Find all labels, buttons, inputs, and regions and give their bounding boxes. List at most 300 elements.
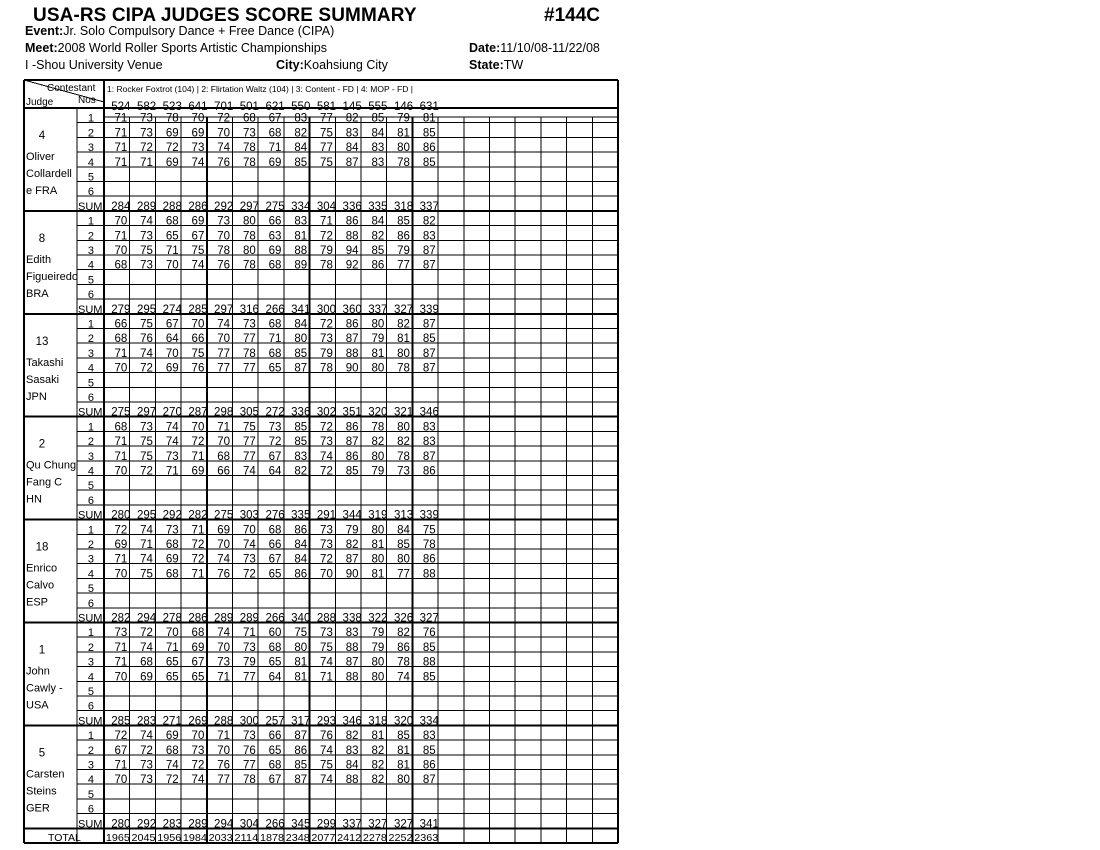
score-cell: 72 xyxy=(165,142,179,155)
sum-cell: 297 xyxy=(214,303,234,316)
sum-label: SUM xyxy=(78,509,103,522)
score-cell: 60 xyxy=(268,627,282,640)
contestant-number: 701 xyxy=(214,101,234,113)
score-cell: 78 xyxy=(242,259,256,272)
score-cell: 80 xyxy=(242,245,256,257)
score-cell: 71 xyxy=(242,627,256,640)
score-cell: 81 xyxy=(294,230,308,243)
event-value: Jr. Solo Compulsory Dance + Free Dance (CIPA) xyxy=(63,24,335,38)
score-cell: 71 xyxy=(217,671,231,684)
score-cell: 69 xyxy=(191,641,205,654)
row-number: 6 xyxy=(87,597,94,610)
score-cell: 78 xyxy=(397,156,410,169)
sum-cell: 297 xyxy=(239,200,259,213)
score-cell: 72 xyxy=(140,627,153,640)
score-cell: 71 xyxy=(191,568,205,581)
judge-name-line: Edith xyxy=(26,253,52,266)
score-cell: 67 xyxy=(165,318,179,331)
score-cell: 81 xyxy=(371,347,385,360)
score-cell: 77 xyxy=(242,759,256,772)
row-number: 2 xyxy=(87,230,94,243)
sum-cell: 275 xyxy=(111,406,131,419)
score-cell: 77 xyxy=(242,436,256,449)
score-cell: 85 xyxy=(422,127,436,140)
score-cell: 84 xyxy=(294,553,308,566)
sum-label: SUM xyxy=(78,612,103,625)
score-cell: 82 xyxy=(371,436,385,449)
score-cell: 74 xyxy=(191,774,205,787)
row-number: 6 xyxy=(87,700,94,713)
total-cell: 2412 xyxy=(337,832,362,844)
judge-name-line: Oliver xyxy=(26,151,55,163)
score-cell: 88 xyxy=(345,641,359,654)
score-cell: 72 xyxy=(242,568,256,581)
score-cell: 90 xyxy=(345,362,359,375)
score-cell: 68 xyxy=(165,568,179,581)
sum-cell: 339 xyxy=(419,303,439,316)
score-cell: 79 xyxy=(320,347,333,360)
score-cell: 77 xyxy=(397,568,410,581)
sum-cell: 293 xyxy=(316,715,337,728)
score-cell: 77 xyxy=(217,362,231,375)
score-cell: 70 xyxy=(320,568,333,581)
contestant-number: 501 xyxy=(239,101,259,113)
score-cell: 86 xyxy=(422,553,436,566)
row-number: 1 xyxy=(87,627,94,640)
sum-cell: 286 xyxy=(188,200,208,213)
score-cell: 70 xyxy=(165,347,179,360)
score-cell: 78 xyxy=(165,112,179,125)
score-cell: 68 xyxy=(268,641,282,654)
sum-cell: 327 xyxy=(393,303,414,316)
date-label: Date xyxy=(469,41,497,55)
score-cell: 66 xyxy=(268,539,282,551)
score-cell: 71 xyxy=(114,759,128,772)
score-cell: 83 xyxy=(345,744,359,757)
score-cell: 81 xyxy=(371,568,385,581)
row-number: 5 xyxy=(87,686,94,698)
score-cell: 70 xyxy=(191,318,205,331)
date-line: Date:11/10/08-11/22/08 xyxy=(469,41,600,55)
score-cell: 87 xyxy=(422,362,436,375)
score-cell: 88 xyxy=(345,230,359,243)
score-cell: 76 xyxy=(422,627,436,640)
row-number: 6 xyxy=(87,392,94,404)
score-cell: 71 xyxy=(191,450,205,463)
score-cell: 81 xyxy=(294,656,308,669)
contestant-label: Contestant xyxy=(47,83,96,94)
row-number: 3 xyxy=(87,759,94,772)
score-cell: 70 xyxy=(114,215,128,228)
sum-cell: 292 xyxy=(214,200,234,213)
sum-cell: 320 xyxy=(393,715,414,728)
score-cell: 70 xyxy=(191,421,205,434)
score-cell: 73 xyxy=(242,553,256,566)
score-cell: 64 xyxy=(268,465,282,478)
sum-cell: 289 xyxy=(188,818,208,831)
score-cell: 75 xyxy=(140,436,153,449)
score-cell: 71 xyxy=(165,465,179,478)
score-cell: 84 xyxy=(294,539,308,551)
row-number: 3 xyxy=(87,347,94,360)
score-cell: 84 xyxy=(345,759,359,772)
score-cell: 82 xyxy=(371,744,385,757)
sum-cell: 286 xyxy=(188,612,208,625)
score-cell: 73 xyxy=(140,127,153,140)
judge-name-line: ESP xyxy=(26,596,49,609)
score-cell: 85 xyxy=(371,245,385,257)
score-cell: 86 xyxy=(345,318,359,331)
score-cell: 73 xyxy=(320,524,333,537)
score-cell: 83 xyxy=(345,127,359,140)
sum-cell: 289 xyxy=(214,612,234,625)
score-cell: 77 xyxy=(242,333,256,346)
score-cell: 69 xyxy=(165,156,179,169)
score-cell: 73 xyxy=(140,774,153,787)
score-cell: 79 xyxy=(371,465,385,478)
judge-number: 13 xyxy=(35,335,49,348)
score-cell: 77 xyxy=(320,142,333,155)
score-cell: 72 xyxy=(191,553,205,566)
score-cell: 70 xyxy=(165,259,179,272)
sum-cell: 289 xyxy=(239,612,259,625)
row-number: 2 xyxy=(87,539,94,551)
score-cell: 75 xyxy=(140,568,153,581)
sum-cell: 292 xyxy=(136,818,157,831)
score-cell: 68 xyxy=(114,259,128,272)
sum-cell: 304 xyxy=(239,818,259,831)
judge-number: 5 xyxy=(38,747,46,760)
score-cell: 70 xyxy=(191,730,205,743)
sum-cell: 304 xyxy=(316,200,337,213)
sum-cell: 303 xyxy=(239,509,259,522)
score-cell: 81 xyxy=(422,112,436,125)
city-line: City:Koahsiung City xyxy=(276,58,388,72)
score-cell: 70 xyxy=(114,362,128,375)
score-cell: 74 xyxy=(217,142,231,155)
score-cell: 73 xyxy=(242,127,256,140)
score-cell: 86 xyxy=(294,524,308,537)
sum-cell: 318 xyxy=(393,200,414,213)
score-cell: 77 xyxy=(242,362,256,375)
score-cell: 87 xyxy=(422,450,436,463)
score-cell: 82 xyxy=(371,230,385,243)
score-cell: 75 xyxy=(294,627,308,640)
score-cell: 67 xyxy=(268,774,282,787)
score-cell: 78 xyxy=(397,450,410,463)
score-cell: 80 xyxy=(294,333,308,346)
contestant-number: 146 xyxy=(393,101,414,113)
sum-cell: 346 xyxy=(342,715,362,728)
sum-cell: 285 xyxy=(188,303,208,316)
score-cell: 67 xyxy=(268,553,282,566)
score-cell: 73 xyxy=(320,627,333,640)
score-cell: 74 xyxy=(242,465,256,478)
score-cell: 67 xyxy=(114,744,128,757)
score-cell: 73 xyxy=(140,259,153,272)
score-cell: 72 xyxy=(191,436,205,449)
score-cell: 87 xyxy=(345,436,359,449)
score-cell: 69 xyxy=(165,362,179,375)
score-cell: 70 xyxy=(217,230,231,243)
score-cell: 72 xyxy=(217,112,231,125)
sum-cell: 327 xyxy=(393,818,414,831)
total-cell: 2077 xyxy=(311,832,336,844)
score-cell: 72 xyxy=(140,142,153,155)
sum-cell: 334 xyxy=(419,715,439,728)
total-cell: 1956 xyxy=(157,832,182,844)
meet-line: Meet:2008 World Roller Sports Artistic Championships xyxy=(25,41,327,55)
row-number: 3 xyxy=(87,553,94,566)
judge-name-line: Cawly - xyxy=(26,682,63,695)
sum-cell: 300 xyxy=(239,715,259,728)
score-cell: 87 xyxy=(422,318,436,331)
score-cell: 69 xyxy=(217,524,231,537)
sum-label: SUM xyxy=(78,818,103,831)
score-cell: 68 xyxy=(140,656,153,669)
sum-cell: 318 xyxy=(368,715,388,728)
score-cell: 88 xyxy=(294,245,308,257)
score-cell: 65 xyxy=(165,230,179,243)
score-cell: 71 xyxy=(114,436,128,449)
score-cell: 79 xyxy=(371,641,385,654)
sum-cell: 305 xyxy=(239,406,259,419)
score-cell: 80 xyxy=(397,774,410,787)
score-cell: 72 xyxy=(268,436,282,449)
row-number: 6 xyxy=(87,494,94,507)
sum-cell: 345 xyxy=(291,818,311,831)
score-cell: 83 xyxy=(422,230,436,243)
judge-name-line: USA xyxy=(26,699,49,712)
judge-number: 8 xyxy=(38,232,46,245)
score-cell: 70 xyxy=(114,245,128,257)
score-cell: 83 xyxy=(371,156,385,169)
judge-number: 1 xyxy=(38,644,46,657)
score-cell: 74 xyxy=(140,641,153,654)
score-cell: 78 xyxy=(422,539,436,551)
score-cell: 78 xyxy=(371,421,385,434)
score-cell: 84 xyxy=(371,127,385,140)
sum-cell: 292 xyxy=(162,509,182,522)
score-cell: 79 xyxy=(345,524,359,537)
score-cell: 73 xyxy=(320,333,333,346)
score-cell: 78 xyxy=(397,362,410,375)
score-cell: 85 xyxy=(294,421,308,434)
score-cell: 71 xyxy=(114,347,128,360)
score-cell: 71 xyxy=(114,156,128,169)
sum-cell: 270 xyxy=(162,406,182,419)
sum-cell: 283 xyxy=(162,818,182,831)
score-cell: 74 xyxy=(191,156,205,169)
sum-cell: 335 xyxy=(368,200,388,213)
score-cell: 88 xyxy=(345,671,359,684)
sum-cell: 271 xyxy=(162,715,182,728)
score-cell: 75 xyxy=(140,450,153,463)
sum-cell: 337 xyxy=(342,818,362,831)
sum-cell: 360 xyxy=(342,303,362,316)
score-cell: 65 xyxy=(191,671,205,684)
judge-label: Judge xyxy=(26,97,54,108)
score-cell: 71 xyxy=(114,641,128,654)
score-cell: 72 xyxy=(114,730,128,743)
event-label: Event xyxy=(25,24,60,38)
score-cell: 82 xyxy=(345,539,359,551)
sum-cell: 336 xyxy=(291,406,311,419)
score-cell: 75 xyxy=(140,318,153,331)
score-cell: 92 xyxy=(345,259,359,272)
score-cell: 85 xyxy=(397,215,410,228)
score-cell: 74 xyxy=(217,553,231,566)
score-cell: 86 xyxy=(294,568,308,581)
score-cell: 80 xyxy=(397,142,410,155)
score-cell: 75 xyxy=(320,641,333,654)
sum-cell: 272 xyxy=(265,406,285,419)
total-cell: 1965 xyxy=(105,832,131,844)
row-number: 2 xyxy=(87,127,94,140)
row-number: 3 xyxy=(87,142,94,155)
score-cell: 88 xyxy=(345,774,359,787)
score-cell: 70 xyxy=(242,524,256,537)
score-cell: 73 xyxy=(140,112,153,125)
score-cell: 72 xyxy=(140,744,153,757)
score-cell: 70 xyxy=(114,774,128,787)
score-cell: 68 xyxy=(242,112,256,125)
score-cell: 72 xyxy=(191,539,205,551)
sum-cell: 278 xyxy=(162,612,182,625)
score-cell: 73 xyxy=(320,539,333,551)
score-cell: 73 xyxy=(217,215,231,228)
score-cell: 71 xyxy=(114,656,128,669)
score-cell: 67 xyxy=(268,450,282,463)
score-cell: 71 xyxy=(114,230,128,243)
score-cell: 86 xyxy=(397,230,410,243)
score-cell: 71 xyxy=(191,524,205,537)
judge-name-line: Takashi xyxy=(26,356,64,369)
score-cell: 90 xyxy=(345,568,359,581)
score-cell: 80 xyxy=(294,641,308,654)
score-cell: 78 xyxy=(242,142,256,155)
score-cell: 86 xyxy=(345,215,359,228)
score-cell: 64 xyxy=(268,671,282,684)
score-cell: 87 xyxy=(294,774,308,787)
score-cell: 72 xyxy=(320,421,333,434)
page-title: USA-RS CIPA JUDGES SCORE SUMMARY xyxy=(33,5,417,26)
score-cell: 70 xyxy=(217,436,231,449)
score-cell: 80 xyxy=(371,553,385,566)
score-cell: 74 xyxy=(140,347,153,360)
score-cell: 68 xyxy=(191,627,205,640)
sum-cell: 275 xyxy=(214,509,234,522)
score-cell: 85 xyxy=(422,744,436,757)
score-cell: 72 xyxy=(320,318,333,331)
score-cell: 85 xyxy=(345,465,359,478)
score-cell: 77 xyxy=(397,259,410,272)
score-cell: 71 xyxy=(114,127,128,140)
score-cell: 84 xyxy=(397,524,410,537)
score-cell: 71 xyxy=(114,450,128,463)
sum-cell: 280 xyxy=(111,818,131,831)
score-cell: 85 xyxy=(294,436,308,449)
score-cell: 88 xyxy=(422,568,436,581)
judge-name-line: Enrico xyxy=(26,562,58,575)
score-cell: 80 xyxy=(397,553,410,566)
score-cell: 85 xyxy=(422,671,436,684)
score-cell: 70 xyxy=(217,539,231,551)
sum-cell: 341 xyxy=(419,818,439,831)
sum-cell: 340 xyxy=(291,612,311,625)
score-cell: 81 xyxy=(294,671,308,684)
sum-cell: 341 xyxy=(291,303,311,316)
score-cell: 72 xyxy=(140,465,153,478)
meet-value: 2008 World Roller Sports Artistic Championships xyxy=(57,41,327,55)
score-cell: 65 xyxy=(268,656,282,669)
score-cell: 85 xyxy=(397,539,410,551)
score-cell: 77 xyxy=(217,774,231,787)
score-cell: 66 xyxy=(268,215,282,228)
score-cell: 73 xyxy=(242,641,256,654)
score-cell: 70 xyxy=(217,333,231,346)
score-cell: 68 xyxy=(268,318,282,331)
row-number: 5 xyxy=(87,377,94,390)
score-cell: 71 xyxy=(165,245,179,257)
row-number: 4 xyxy=(87,568,94,581)
score-cell: 86 xyxy=(397,641,410,654)
score-cell: 87 xyxy=(345,553,359,566)
judge-name-line: Qu Chung xyxy=(26,459,77,472)
sum-cell: 266 xyxy=(265,303,285,316)
sum-cell: 283 xyxy=(136,715,157,728)
score-cell: 85 xyxy=(294,759,308,772)
score-cell: 71 xyxy=(268,333,282,346)
judge-number: 2 xyxy=(38,438,46,451)
sum-cell: 327 xyxy=(419,612,439,625)
score-cell: 68 xyxy=(268,524,282,537)
score-cell: 86 xyxy=(422,759,436,772)
score-cell: 82 xyxy=(345,730,359,743)
score-cell: 69 xyxy=(114,539,128,551)
score-cell: 68 xyxy=(114,333,128,346)
score-cell: 71 xyxy=(140,156,153,169)
score-cell: 86 xyxy=(294,744,308,757)
score-cell: 87 xyxy=(422,259,436,272)
sum-cell: 266 xyxy=(265,818,285,831)
score-cell: 75 xyxy=(320,759,333,772)
score-cell: 86 xyxy=(345,450,359,463)
score-cell: 75 xyxy=(191,245,205,257)
sum-cell: 288 xyxy=(214,715,234,728)
contestant-number: 524 xyxy=(111,101,131,113)
score-cell: 78 xyxy=(397,656,410,669)
score-cell: 84 xyxy=(294,318,308,331)
score-cell: 71 xyxy=(114,142,128,155)
sum-cell: 334 xyxy=(291,200,311,213)
state-label: State xyxy=(469,58,500,72)
sum-cell: 295 xyxy=(136,509,157,522)
score-cell: 72 xyxy=(320,465,333,478)
score-cell: 88 xyxy=(345,347,359,360)
score-cell: 85 xyxy=(397,730,410,743)
score-cell: 73 xyxy=(242,730,256,743)
row-number: 6 xyxy=(87,803,94,816)
score-cell: 78 xyxy=(217,245,231,257)
total-cell: 2045 xyxy=(131,832,156,844)
sum-cell: 279 xyxy=(111,303,131,316)
score-cell: 84 xyxy=(371,215,385,228)
score-cell: 73 xyxy=(191,142,205,155)
total-label: TOTAL xyxy=(48,832,81,844)
score-cell: 80 xyxy=(242,215,256,228)
score-cell: 67 xyxy=(191,656,205,669)
